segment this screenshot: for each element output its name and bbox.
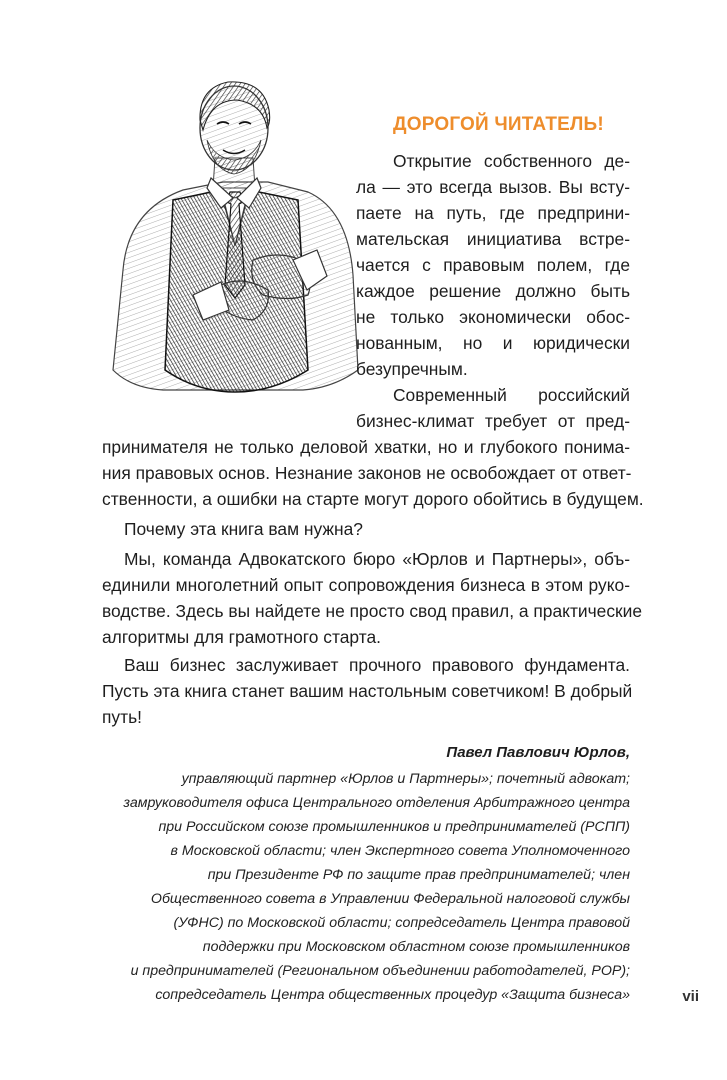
- signature-line: (УФНС) по Московской области; сопредседатель Центра правовой: [173, 915, 630, 931]
- column-line: нованным, но и юридически: [356, 333, 630, 353]
- page-number: vii: [682, 988, 699, 1005]
- column-line: Открытие собственного де-: [393, 151, 630, 171]
- heading: ДОРОГОЙ ЧИТАТЕЛЬ!: [393, 114, 604, 135]
- body-line: принимателя не только деловой хватки, но и глубокого понима-: [102, 437, 630, 457]
- signature-name: Павел Павлович Юрлов,: [446, 744, 630, 761]
- signature-line: управляющий партнер «Юрлов и Партнеры»; почетный адвокат;: [181, 771, 630, 787]
- signature-line: в Московской области; член Экспертного совета Уполномоченного: [170, 843, 630, 859]
- signature-line: при Российском союзе промышленников и предпринимателей (РСПП): [158, 819, 630, 835]
- body-line: Почему эта книга вам нужна?: [124, 519, 363, 539]
- body-line: путь!: [102, 707, 142, 727]
- column-line: безупречным.: [356, 359, 468, 379]
- body-line: ственности, а ошибки на старте могут дорого обойтись в будущем.: [102, 489, 644, 509]
- signature-line: и предпринимателей (Региональном объединении работодателей, РОР);: [130, 963, 630, 979]
- column-line: чается с правовым полем, где: [356, 255, 630, 275]
- signature-line: сопредседатель Центра общественных процедур «Защита бизнеса»: [155, 987, 630, 1003]
- body-line: алгоритмы для грамотного старта.: [102, 627, 381, 647]
- column-line: не только экономически обос-: [356, 307, 630, 327]
- signature-line: Общественного совета в Управлении Федеральной налоговой службы: [150, 891, 630, 907]
- column-line: мательская инициатива встре-: [356, 229, 630, 249]
- column-line: ла — это всегда вызов. Вы всту-: [356, 177, 630, 197]
- body-line: ния правовых основ. Незнание законов не освобождает от ответ-: [102, 463, 632, 483]
- column-line: бизнес-климат требует от пред-: [356, 411, 630, 431]
- author-portrait: [103, 70, 365, 400]
- body-line: Мы, команда Адвокатского бюро «Юрлов и Партнеры», объ-: [124, 549, 630, 569]
- column-line: Современный российский: [393, 385, 630, 405]
- body-line: Пусть эта книга станет вашим настольным советчиком! В добрый: [102, 681, 633, 701]
- body-line: Ваш бизнес заслуживает прочного правового фундамента.: [124, 655, 630, 675]
- signature-line: при Президенте РФ по защите прав предпринимателей; член: [207, 867, 630, 883]
- signature-line: поддержки при Московском областном союзе промышленников: [202, 939, 630, 955]
- body-line: водстве. Здесь вы найдете не просто свод правил, а практические: [102, 601, 643, 621]
- column-line: каждое решение должно быть: [356, 281, 630, 301]
- body-line: единили многолетний опыт сопровождения бизнеса в этом руко-: [102, 575, 630, 595]
- signature-line: замруководителя офиса Центрального отделения Арбитражного центра: [123, 795, 630, 811]
- column-line: паете на путь, где предприни-: [356, 203, 630, 223]
